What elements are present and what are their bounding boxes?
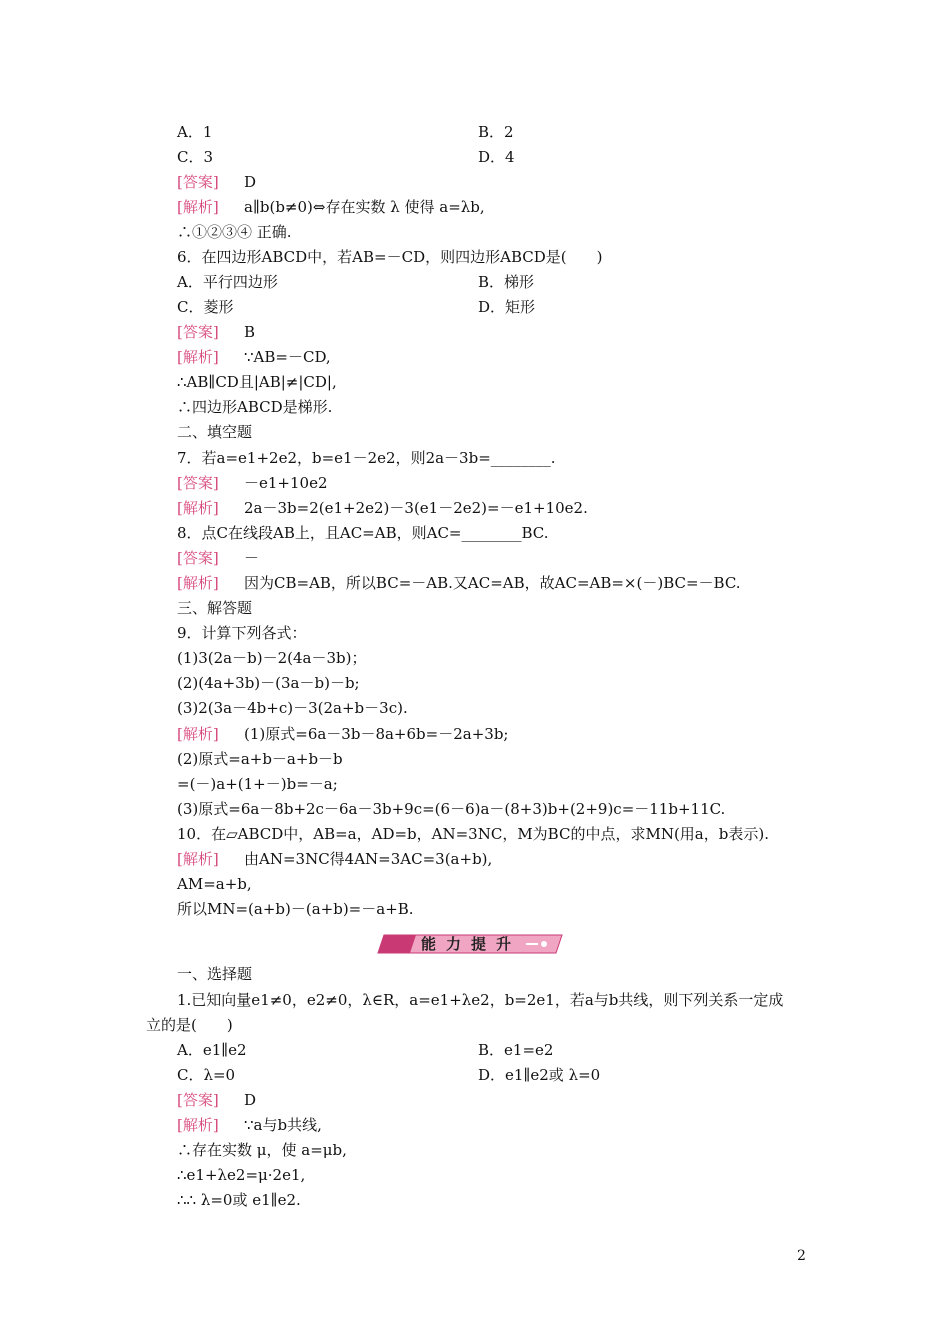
q10-analysis-line — [0, 847, 950, 872]
section-title: 二、填空题 — [177, 423, 253, 441]
p1-analysis-line-3 — [0, 1163, 950, 1188]
q10-line2: AM=a+b, — [177, 875, 252, 893]
q9-stem-line — [0, 621, 950, 646]
q6-option-b: B．梯形 — [478, 273, 535, 291]
q6-options-row-1 — [0, 270, 950, 295]
q5-answer: D — [244, 173, 257, 191]
q9-analysis-line-2 — [0, 747, 950, 772]
banner-title: 能力提升 — [420, 935, 521, 953]
q9-line4: (3)原式=6a－8b+2c－6a－3b+9c=(6－6)a－(8+3)b+(2+9)c=－11b+11C. — [177, 800, 726, 818]
q8-stem: 8．点C在线段AB上，且AC=AB，则AC=________BC. — [177, 524, 549, 542]
p1-options-row-2 — [0, 1063, 950, 1088]
q8-answer: － — [244, 549, 260, 567]
q6-answer: B — [244, 323, 256, 341]
q5-option-d: D．4 — [478, 148, 515, 166]
q5-answer-line — [0, 170, 950, 195]
q9-item: (1)3(2a－b)－2(4a－3b)； — [177, 649, 367, 667]
analysis-tag: [解析] — [177, 348, 219, 366]
q6-option-d: D．矩形 — [478, 298, 536, 316]
analysis-tag: [解析] — [177, 198, 219, 216]
q6-stem-line — [0, 245, 950, 270]
q7-answer: －e1+10e2 — [244, 474, 328, 492]
q10-stem: 10．在▱ABCD中，AB=a，AD=b，AN=3NC，M为BC的中点，求MN(用a，b表示). — [177, 825, 769, 843]
q7-analysis-line — [0, 496, 950, 521]
q7-answer-line — [0, 471, 950, 496]
p1-option-d: D．e1∥e2或 λ=0 — [478, 1066, 601, 1084]
ability-improvement-banner — [376, 933, 566, 955]
p1-stem-cont-line — [0, 1013, 950, 1038]
p1-analysis: ∵a与b共线, — [244, 1116, 322, 1134]
q9-analysis-line-4 — [0, 797, 950, 822]
q10-line3: 所以MN=(a+b)－(a+b)=－a+B. — [177, 900, 414, 918]
analysis-tag: [解析] — [177, 574, 219, 592]
analysis-tag: [解析] — [177, 1116, 219, 1134]
q9-analysis-line-3 — [0, 772, 950, 797]
p1-analysis-line — [0, 1113, 950, 1138]
p1-answer: D — [244, 1091, 257, 1109]
q5-analysis-line — [0, 195, 950, 220]
q9-item-2-line — [0, 671, 950, 696]
q10-analysis-line-3 — [0, 897, 950, 922]
p1-stem-line — [0, 988, 950, 1013]
q7-stem: 7．若a=e1+2e2，b=e1－2e2，则2a－3b=________. — [177, 449, 556, 467]
q5-options-row-1 — [0, 120, 950, 145]
q6-option-a: A．平行四边形 — [177, 273, 278, 291]
page-number: 2 — [797, 1248, 806, 1264]
q5-option-a: A．1 — [177, 123, 213, 141]
q9-analysis-line — [0, 722, 950, 747]
q5-conclusion-line — [0, 220, 950, 245]
q8-stem-line — [0, 521, 950, 546]
p1-analysis-line-4 — [0, 1188, 950, 1213]
q10-stem-line — [0, 822, 950, 847]
p1-analysis-line-2 — [0, 1138, 950, 1163]
q6-line2: ∴AB∥CD且|AB|≠|CD|, — [177, 373, 337, 391]
q6-analysis-line-3 — [0, 395, 950, 420]
q9-item-3-line — [0, 696, 950, 721]
q6-line3: ∴四边形ABCD是梯形. — [177, 398, 333, 416]
q8-analysis: 因为CB=AB，所以BC=－AB.又AC=AB，故AC=AB=×(－)BC=－BC. — [244, 574, 741, 592]
q6-stem: 6．在四边形ABCD中，若AB=－CD，则四边形ABCD是( ) — [177, 248, 603, 266]
analysis-tag: [解析] — [177, 725, 219, 743]
p1-line2: ∴存在实数 μ，使 a=μb, — [177, 1141, 347, 1159]
q6-answer-line — [0, 320, 950, 345]
section-heading-choice — [0, 962, 950, 987]
q9-analysis: (1)原式=6a－3b－8a+6b=－2a+3b; — [244, 725, 509, 743]
p1-line4: ∴∴ λ=0或 e1∥e2. — [177, 1191, 301, 1209]
section-title: 一、选择题 — [177, 965, 253, 983]
q6-analysis: ∵AB=－CD, — [244, 348, 331, 366]
q9-stem: 9．计算下列各式： — [177, 624, 307, 642]
answer-tag: [答案] — [177, 173, 219, 191]
q9-item: (2)(4a+3b)－(3a－b)－b; — [177, 674, 360, 692]
q10-analysis-line-2 — [0, 872, 950, 897]
q5-option-b: B．2 — [478, 123, 514, 141]
section-heading-solve — [0, 596, 950, 621]
p1-option-b: B．e1=e2 — [478, 1041, 554, 1059]
q8-analysis-line — [0, 571, 950, 596]
answer-tag: [答案] — [177, 323, 219, 341]
q10-analysis: 由AN=3NC得4AN=3AC=3(a+b), — [244, 850, 493, 868]
p1-option-c: C．λ=0 — [177, 1066, 236, 1084]
analysis-tag: [解析] — [177, 850, 219, 868]
q5-analysis: a∥b(b≠0)⇔存在实数 λ 使得 a=λb, — [244, 198, 485, 216]
answer-tag: [答案] — [177, 549, 219, 567]
q5-option-c: C．3 — [177, 148, 214, 166]
answer-tag: [答案] — [177, 474, 219, 492]
p1-line3: ∴e1+λe2=μ·2e1, — [177, 1166, 306, 1184]
q6-analysis-line — [0, 345, 950, 370]
analysis-tag: [解析] — [177, 499, 219, 517]
q6-options-row-2 — [0, 295, 950, 320]
q9-line3: =(－)a+(1+－)b=－a; — [177, 775, 338, 793]
section-title: 三、解答题 — [177, 599, 253, 617]
q5-options-row-2 — [0, 145, 950, 170]
answer-tag: [答案] — [177, 1091, 219, 1109]
section-heading-fill-blank — [0, 420, 950, 445]
q7-analysis: 2a－3b=2(e1+2e2)－3(e1－2e2)=－e1+10e2. — [244, 499, 588, 517]
q7-stem-line — [0, 446, 950, 471]
p1-stem-cont: 立的是( ) — [146, 1016, 233, 1034]
q9-item-1-line — [0, 646, 950, 671]
p1-option-a: A．e1∥e2 — [177, 1041, 247, 1059]
q5-conclusion: ∴①②③④ 正确. — [177, 223, 292, 241]
q6-option-c: C．菱形 — [177, 298, 234, 316]
p1-options-row-1 — [0, 1038, 950, 1063]
p1-stem: 1.已知向量e1≠0，e2≠0，λ∈R，a=e1+λe2，b=2e1，若a与b共线，则下列关系一定成 — [177, 991, 784, 1009]
q6-analysis-line-2 — [0, 370, 950, 395]
q8-answer-line — [0, 546, 950, 571]
p1-answer-line — [0, 1088, 950, 1113]
q9-item: (3)2(3a－4b+c)－3(2a+b－3c). — [177, 699, 408, 717]
q9-line2: (2)原式=a+b－a+b－b — [177, 750, 343, 768]
